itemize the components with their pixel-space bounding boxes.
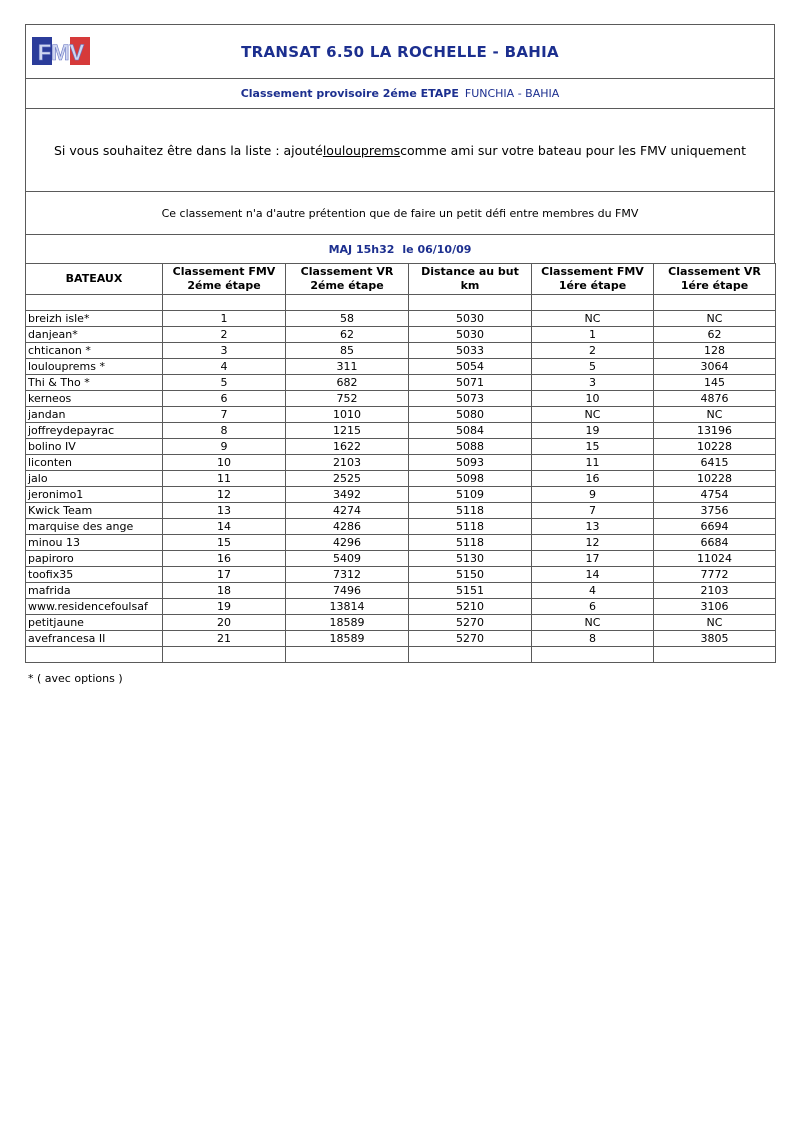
value-cell: 4754	[654, 487, 776, 503]
title-bar	[25, 24, 775, 78]
value-cell: 5118	[409, 503, 532, 519]
table-row	[26, 311, 776, 327]
value-cell: 11024	[654, 551, 776, 567]
value-cell: 2525	[286, 471, 409, 487]
value-cell: 8	[532, 631, 654, 647]
col-header-fmv-stage2: Classement FMV 2éme étape	[163, 264, 286, 295]
value-cell: 58	[286, 311, 409, 327]
value-cell: 13814	[286, 599, 409, 615]
table-row	[26, 327, 776, 343]
ranking-table	[25, 263, 776, 663]
value-cell: 145	[654, 375, 776, 391]
table-spacer-row	[26, 647, 776, 663]
table-row	[26, 615, 776, 631]
value-cell: 15	[532, 439, 654, 455]
value-cell: NC	[532, 615, 654, 631]
invite-text-before: Si vous souhaitez être dans la liste : ajouté	[53, 142, 323, 158]
value-cell: 6	[163, 391, 286, 407]
value-cell: 5270	[409, 631, 532, 647]
value-cell: 5033	[409, 343, 532, 359]
boat-name-cell: liconten	[26, 455, 163, 471]
boat-name-cell: mafrida	[26, 583, 163, 599]
value-cell: 6694	[654, 519, 776, 535]
table-row	[26, 455, 776, 471]
value-cell: 7	[532, 503, 654, 519]
value-cell: 5150	[409, 567, 532, 583]
boat-name-cell: Kwick Team	[26, 503, 163, 519]
logo-text: FMV	[37, 40, 85, 65]
value-cell: 5210	[409, 599, 532, 615]
value-cell: 1	[163, 311, 286, 327]
boat-name-cell: Thi & Tho *	[26, 375, 163, 391]
value-cell: 4	[532, 583, 654, 599]
value-cell: 1010	[286, 407, 409, 423]
value-cell: 5054	[409, 359, 532, 375]
value-cell: 128	[654, 343, 776, 359]
table-row	[26, 503, 776, 519]
value-cell: 5080	[409, 407, 532, 423]
boat-name-cell: jalo	[26, 471, 163, 487]
boat-name-cell: petitjaune	[26, 615, 163, 631]
value-cell: 5071	[409, 375, 532, 391]
value-cell: 15	[163, 535, 286, 551]
value-cell: 17	[163, 567, 286, 583]
value-cell: 16	[163, 551, 286, 567]
value-cell: 1	[532, 327, 654, 343]
table-row	[26, 407, 776, 423]
value-cell: 5151	[409, 583, 532, 599]
boat-name-cell: jeronimo1	[26, 487, 163, 503]
boat-name-cell: jandan	[26, 407, 163, 423]
value-cell: 18	[163, 583, 286, 599]
col-header-distance: Distance au but km	[409, 264, 532, 295]
value-cell: 9	[532, 487, 654, 503]
value-cell: 3	[532, 375, 654, 391]
value-cell: 311	[286, 359, 409, 375]
value-cell: 2103	[654, 583, 776, 599]
subtitle-bar	[25, 78, 775, 108]
boat-name-cell: danjean*	[26, 327, 163, 343]
table-spacer-row	[26, 295, 776, 311]
value-cell: 4	[163, 359, 286, 375]
value-cell: 4286	[286, 519, 409, 535]
boat-name-cell: www.residencefoulsaf	[26, 599, 163, 615]
value-cell: 11	[532, 455, 654, 471]
value-cell: NC	[654, 615, 776, 631]
table-row	[26, 359, 776, 375]
value-cell: 3805	[654, 631, 776, 647]
footnote: * ( avec options )	[28, 672, 123, 685]
subtitle-route: FUNCHIA - BAHIA	[464, 87, 560, 100]
value-cell: 62	[286, 327, 409, 343]
value-cell: 7496	[286, 583, 409, 599]
value-cell: 4274	[286, 503, 409, 519]
value-cell: 19	[532, 423, 654, 439]
value-cell: 5118	[409, 535, 532, 551]
value-cell: 5030	[409, 327, 532, 343]
value-cell: 13196	[654, 423, 776, 439]
table-row	[26, 599, 776, 615]
value-cell: 18589	[286, 615, 409, 631]
value-cell: NC	[532, 407, 654, 423]
value-cell: 14	[532, 567, 654, 583]
value-cell: NC	[532, 311, 654, 327]
value-cell: 10	[163, 455, 286, 471]
value-cell: 85	[286, 343, 409, 359]
value-cell: 6	[532, 599, 654, 615]
value-cell: 5098	[409, 471, 532, 487]
fmv-logo	[32, 33, 90, 69]
col-header-boats: BATEAUX	[26, 264, 163, 295]
value-cell: 1215	[286, 423, 409, 439]
table-row	[26, 535, 776, 551]
table-row	[26, 423, 776, 439]
note-text: Ce classement n'a d'autre prétention que de faire un petit défi entre membres du FMV	[161, 206, 639, 220]
value-cell: 1622	[286, 439, 409, 455]
table-row	[26, 471, 776, 487]
table-row	[26, 487, 776, 503]
table-row	[26, 551, 776, 567]
table-row	[26, 583, 776, 599]
table-header-row	[26, 264, 776, 295]
value-cell: 6415	[654, 455, 776, 471]
value-cell: 4296	[286, 535, 409, 551]
table-row	[26, 567, 776, 583]
value-cell: 5109	[409, 487, 532, 503]
value-cell: 5130	[409, 551, 532, 567]
value-cell: 8	[163, 423, 286, 439]
table-row	[26, 519, 776, 535]
value-cell: 14	[163, 519, 286, 535]
value-cell: 5088	[409, 439, 532, 455]
table-row	[26, 631, 776, 647]
col-header-vr-stage1: Classement VR 1ére étape	[654, 264, 776, 295]
value-cell: 11	[163, 471, 286, 487]
value-cell: 13	[163, 503, 286, 519]
col-header-fmv-stage1: Classement FMV 1ére étape	[532, 264, 654, 295]
ranking-sheet	[25, 24, 775, 663]
value-cell: 7772	[654, 567, 776, 583]
value-cell: 19	[163, 599, 286, 615]
table-row	[26, 439, 776, 455]
value-cell: 12	[532, 535, 654, 551]
value-cell: 7	[163, 407, 286, 423]
boat-name-cell: papiroro	[26, 551, 163, 567]
boat-name-cell: chticanon *	[26, 343, 163, 359]
value-cell: 3106	[654, 599, 776, 615]
value-cell: NC	[654, 311, 776, 327]
boat-name-cell: loulouprems *	[26, 359, 163, 375]
boat-name-cell: avefrancesa II	[26, 631, 163, 647]
value-cell: 9	[163, 439, 286, 455]
value-cell: 4876	[654, 391, 776, 407]
value-cell: 3492	[286, 487, 409, 503]
value-cell: 5	[163, 375, 286, 391]
boat-name-cell: marquise des ange	[26, 519, 163, 535]
value-cell: 16	[532, 471, 654, 487]
value-cell: 18589	[286, 631, 409, 647]
value-cell: 5084	[409, 423, 532, 439]
invite-text-after: comme ami sur votre bateau pour les FMV uniquement	[400, 142, 746, 158]
value-cell: 5	[532, 359, 654, 375]
value-cell: 6684	[654, 535, 776, 551]
value-cell: 20	[163, 615, 286, 631]
value-cell: NC	[654, 407, 776, 423]
value-cell: 2	[532, 343, 654, 359]
value-cell: 21	[163, 631, 286, 647]
table-row	[26, 343, 776, 359]
value-cell: 10	[532, 391, 654, 407]
value-cell: 13	[532, 519, 654, 535]
value-cell: 17	[532, 551, 654, 567]
boat-name-cell: minou 13	[26, 535, 163, 551]
table-row	[26, 391, 776, 407]
update-label: MAJ 15h32	[328, 242, 395, 256]
value-cell: 5093	[409, 455, 532, 471]
value-cell: 2103	[286, 455, 409, 471]
page-title: TRANSAT 6.50 LA ROCHELLE - BAHIA	[241, 42, 559, 61]
value-cell: 3756	[654, 503, 776, 519]
value-cell: 5409	[286, 551, 409, 567]
update-bar	[25, 234, 775, 263]
invite-message	[25, 108, 775, 191]
disclaimer-note	[25, 191, 775, 234]
value-cell: 3	[163, 343, 286, 359]
value-cell: 3064	[654, 359, 776, 375]
col-header-vr-stage2: Classement VR 2éme étape	[286, 264, 409, 295]
boat-name-cell: bolino IV	[26, 439, 163, 455]
value-cell: 682	[286, 375, 409, 391]
value-cell: 5270	[409, 615, 532, 631]
update-date: le 06/10/09	[402, 242, 472, 256]
value-cell: 12	[163, 487, 286, 503]
value-cell: 5118	[409, 519, 532, 535]
table-row	[26, 375, 776, 391]
value-cell: 10228	[654, 439, 776, 455]
value-cell: 7312	[286, 567, 409, 583]
boat-name-cell: kerneos	[26, 391, 163, 407]
boat-name-cell: toofix35	[26, 567, 163, 583]
value-cell: 10228	[654, 471, 776, 487]
value-cell: 5030	[409, 311, 532, 327]
boat-name-cell: joffreydepayrac	[26, 423, 163, 439]
boat-name-cell: breizh isle*	[26, 311, 163, 327]
invite-username: loulouprems	[322, 142, 401, 158]
value-cell: 752	[286, 391, 409, 407]
subtitle-stage: Classement provisoire 2éme ETAPE	[240, 87, 459, 100]
value-cell: 5073	[409, 391, 532, 407]
value-cell: 2	[163, 327, 286, 343]
value-cell: 62	[654, 327, 776, 343]
